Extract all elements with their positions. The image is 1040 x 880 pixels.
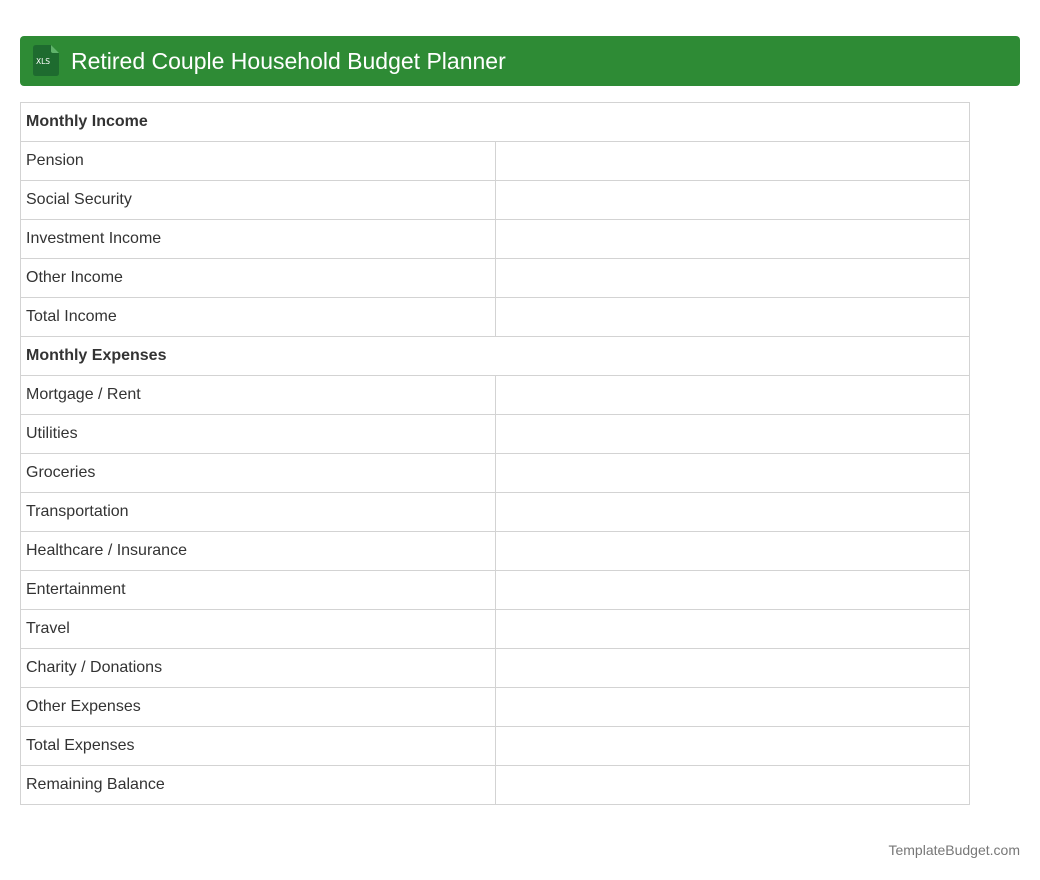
table-row (21, 571, 970, 610)
table-row (21, 259, 970, 298)
table-row (21, 298, 970, 337)
row-label: Entertainment (21, 571, 496, 610)
row-label: Pension (21, 142, 496, 181)
row-label: Utilities (21, 415, 496, 454)
amount-cell[interactable] (495, 376, 970, 415)
amount-cell[interactable] (495, 220, 970, 259)
row-label: Healthcare / Insurance (21, 532, 496, 571)
row-label: Other Income (21, 259, 496, 298)
table-row (21, 181, 970, 220)
row-label: Travel (21, 610, 496, 649)
amount-cell[interactable] (495, 727, 970, 766)
amount-cell[interactable] (495, 454, 970, 493)
table-row (21, 727, 970, 766)
amount-cell[interactable] (495, 181, 970, 220)
amount-cell[interactable] (495, 649, 970, 688)
row-label: Investment Income (21, 220, 496, 259)
table-row (21, 532, 970, 571)
amount-cell[interactable] (495, 571, 970, 610)
row-label: Social Security (21, 181, 496, 220)
amount-cell[interactable] (495, 766, 970, 805)
site-credit-link[interactable]: TemplateBudget.com (888, 842, 1020, 858)
amount-cell[interactable] (495, 142, 970, 181)
table-row (21, 142, 970, 181)
section-row-expenses (21, 337, 970, 376)
row-label: Transportation (21, 493, 496, 532)
amount-cell[interactable] (495, 610, 970, 649)
amount-cell[interactable] (495, 532, 970, 571)
row-label: Remaining Balance (21, 766, 496, 805)
row-label: Other Expenses (21, 688, 496, 727)
amount-cell[interactable] (495, 493, 970, 532)
xls-icon-label: XLS (35, 57, 51, 66)
table-row (21, 220, 970, 259)
table-row (21, 649, 970, 688)
table-row (21, 454, 970, 493)
xls-file-icon (33, 45, 59, 76)
row-label: Mortgage / Rent (21, 376, 496, 415)
budget-table (20, 102, 970, 805)
table-row (21, 493, 970, 532)
section-row-income (21, 103, 970, 142)
table-row (21, 688, 970, 727)
amount-cell[interactable] (495, 415, 970, 454)
table-row (21, 376, 970, 415)
page-title: Retired Couple Household Budget Planner (71, 48, 506, 74)
row-label: Total Expenses (21, 727, 496, 766)
row-label: Total Income (21, 298, 496, 337)
section-heading: Monthly Expenses (21, 337, 970, 376)
row-label: Groceries (21, 454, 496, 493)
table-row (21, 610, 970, 649)
row-label: Charity / Donations (21, 649, 496, 688)
table-row (21, 766, 970, 805)
amount-cell[interactable] (495, 688, 970, 727)
section-heading: Monthly Income (21, 103, 970, 142)
amount-cell[interactable] (495, 298, 970, 337)
amount-cell[interactable] (495, 259, 970, 298)
page-header (20, 36, 1020, 86)
table-row (21, 415, 970, 454)
